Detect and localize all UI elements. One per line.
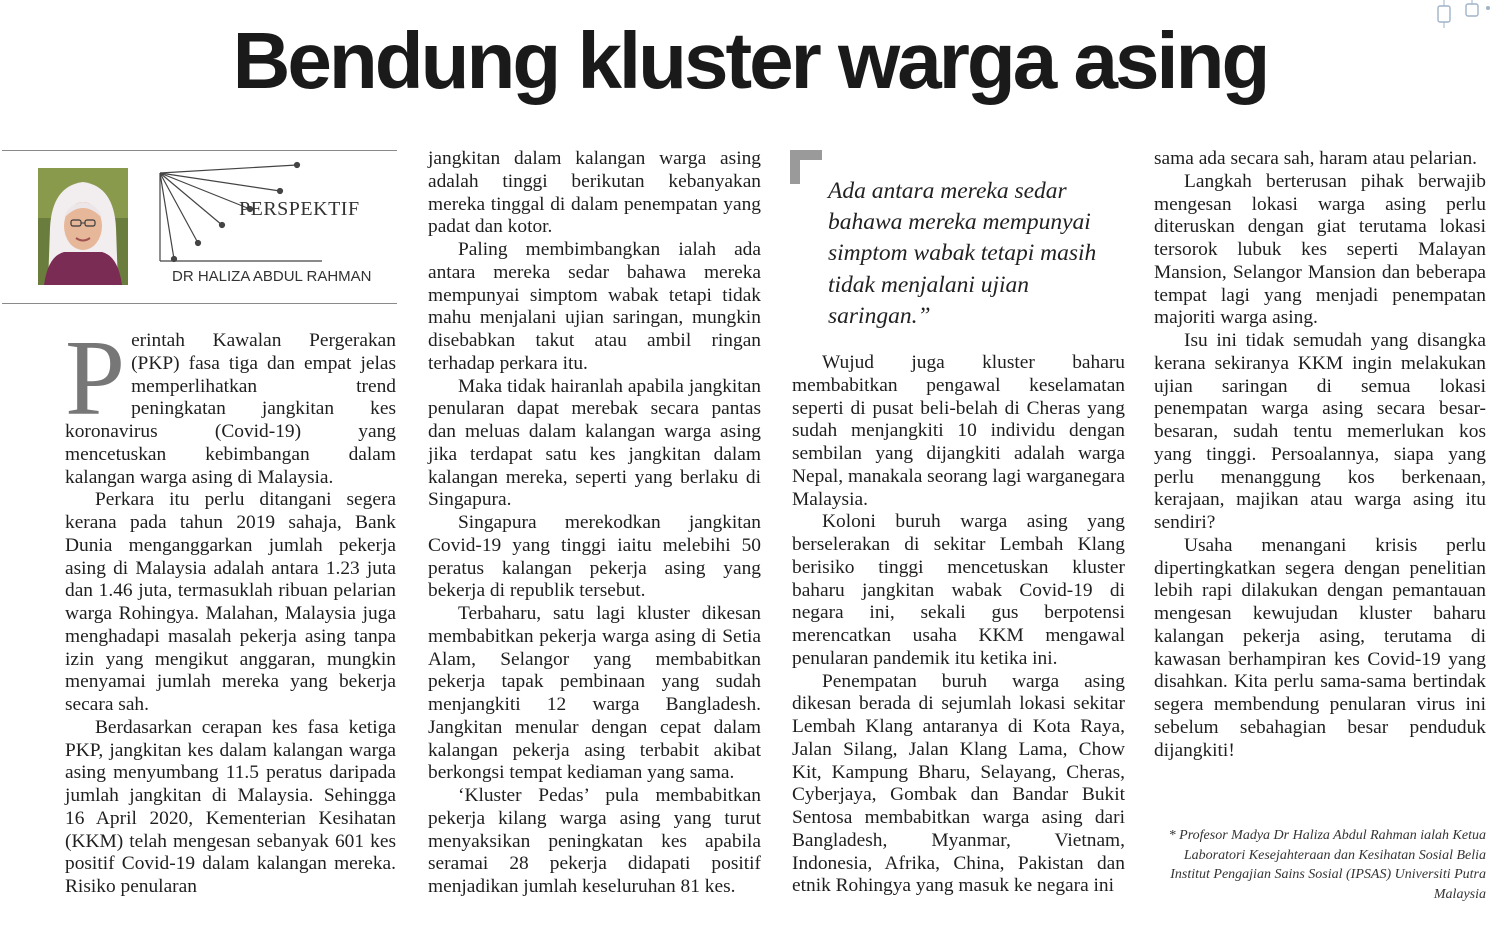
byline-box xyxy=(2,150,397,304)
paragraph: Perintah Kawalan Pergerakan (PKP) fasa tiga dan empat jelas memperlihatkan trend peningkatan jangkitan kes koronavirus (Covid-19) yang mencetuskan kebimbangan dalam kalangan warga asing di Malaysia. xyxy=(65,319,396,488)
paragraph: Isu ini tidak semudah yang disangka kerana sekiranya KKM ingin melakukan ujian saringan di semua lokasi penempatan warga asing secara besar-besaran, sudah tentu memerlukan kos yang tinggi. Persoalannya, siapa yang perlu menanggung kos berkenaan, kerajaan, majikan atau warga asing itu sendiri? xyxy=(1154,330,1486,533)
article-column-1 xyxy=(65,319,396,899)
paragraph: Singapura merekodkan jangkitan Covid-19 yang tinggi iaitu melebihi 50 peratus kalangan pekerja asing yang bekerja di republik tersebut. xyxy=(428,512,761,602)
author-footnote: * Profesor Madya Dr Haliza Abdul Rahman ialah Ketua Laboratori Kesejahteraan dan Kesihatan Sosial Belia Institut Pengajian Sains Sosial (IPSAS) Universiti Putra Malaysia xyxy=(1168,828,1486,902)
paragraph: Terbaharu, satu lagi kluster dikesan membabitkan pekerja warga asing di Setia Alam, Selangor yang membabitkan pekerja tapak pembinaan yang sudah menjangkiti 12 warga Bangladesh. Jangkitan menular dengan cepat dalam kalangan pekerja asing terbabit akibat berkongsi tempat kediaman yang sama. xyxy=(428,603,761,784)
paragraph: jangkitan dalam kalangan warga asing adalah tinggi berikutan kebanyakan mereka tinggal di dalam penempatan yang padat dan kotor. xyxy=(428,148,761,238)
paragraph: Usaha menangani krisis perlu dipertingkatkan segera dengan penelitian lebih rapi dilakukan dengan pemantauan mengesan kewujudan kluster baharu kalangan pekerja asing, terutama di kawasan berhampiran kes Covid-19 yang disahkan. Kita perlu sama-sama bertindak segera membendung penularan virus ini sebelum sebahagian besar penduduk dijangkiti! xyxy=(1154,534,1486,761)
paragraph: Wujud juga kluster baharu membabitkan pengawal keselamatan seperti di pusat beli-belah di Cheras yang sudah menjangkiti 10 individu dengan sembilan yang dijangkiti adalah warga Nepal, manakala seorang lagi warganegara Malaysia. xyxy=(792,352,1125,510)
paragraph: Koloni buruh warga asing yang berselerakan di sekitar Lembah Klang berisiko tinggi mencetuskan kluster baharu jangkitan wabak Covid-19 di negara ini, sekali gus berpotensi merencatkan usaha KKM mengawal penularan pandemik itu ketika ini. xyxy=(792,511,1125,669)
paragraph: Maka tidak hairanlah apabila jangkitan penularan dapat merebak secara pantas dan meluas dalam kalangan warga asing jika terdapat satu kes jangkitan dalam kalangan mereka, seperti yang berlaku di Singapura. xyxy=(428,375,761,511)
headline: Bendung kluster warga asing xyxy=(232,16,1268,105)
column-kicker: PERSPEKTIF xyxy=(239,198,360,220)
paragraph: Penempatan buruh warga asing dikesan berada di sejumlah lokasi sekitar Lembah Klang antaranya di Kota Raya, Jalan Silang, Jalan Klang Lama, Chow Kit, Kampung Bharu, Selayang, Cheras, Cyberjaya, Gombak dan Bandar Bukit Sentosa membabitkan warga asing dari Bangladesh, Myanmar, Vietnam, Indonesia, Afrika, China, Pakistan dan etnik Rohingya yang masuk ke negara ini xyxy=(792,670,1125,897)
author-portrait-icon xyxy=(38,168,128,285)
author-name: DR HALIZA ABDUL RAHMAN xyxy=(172,268,372,285)
drop-cap: P xyxy=(65,319,126,438)
article-column-2 xyxy=(428,148,761,899)
paragraph: Langkah berterusan pihak berwajib mengesan lokasi warga asing perlu diteruskan dengan giat terutama lokasi tersorok lubuk kes seperti Malayan Mansion, Selangor Mansion dan beberapa tempat lagi yang menjadi penempatan majoriti warga asing. xyxy=(1154,170,1486,329)
article-column-3 xyxy=(792,352,1125,898)
lantern-ornament-icon xyxy=(1426,0,1496,35)
paragraph: ‘Kluster Pedas’ pula membabitkan pekerja kilang warga asing yang turut menyaksikan peningkatan kes apabila seramai 28 pekerja didapati positif menjadikan jumlah keseluruhan 81 kes. xyxy=(428,785,761,897)
paragraph: sama ada secara sah, haram atau pelarian. xyxy=(1154,148,1477,169)
article-column-4 xyxy=(1154,148,1486,762)
pull-quote xyxy=(790,150,1130,340)
pull-quote-text: Ada antara mereka sedar bahawa mereka mempunyai simptom wabak tetapi masih tidak menjalani ujian saringan.” xyxy=(828,178,1097,329)
quote-bracket-icon xyxy=(790,150,826,191)
paragraph: Perkara itu perlu ditangani segera kerana pada tahun 2019 sahaja, Bank Dunia menganggarkan jumlah pekerja asing di Malaysia adalah antara 1.23 juta dan 1.46 juta, termasuklah ribuan pelarian warga Rohingya. Malahan, Malaysia juga menghadapi masalah pekerja asing tanpa izin yang mengikut anggaran, mungkin menyamai jumlah mereka yang bekerja secara sah. xyxy=(65,489,396,715)
paragraph: Paling membimbangkan ialah ada antara mereka sedar bahawa mereka mempunyai simptom wabak tetapi tidak mahu menjalani ujian saringan, mungkin disebabkan takut atau ambil ringan terhadap perkara itu. xyxy=(428,239,761,374)
paragraph: Berdasarkan cerapan kes fasa ketiga PKP, jangkitan kes dalam kalangan warga asing menyumbang 11.5 peratus daripada jumlah jangkitan di Malaysia. Sehingga 16 April 2020, Kementerian Kesihatan (KKM) telah mengesan sebanyak 601 kes positif Covid-19 dalam kalangan mereka. Risiko penularan xyxy=(65,716,396,897)
